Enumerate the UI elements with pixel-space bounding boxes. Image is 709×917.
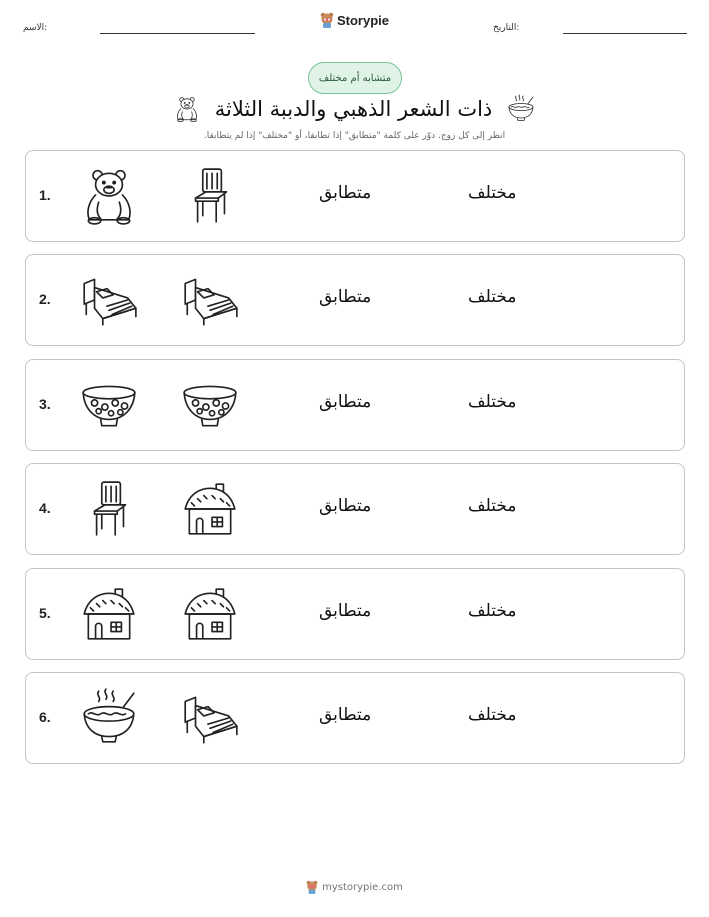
brand-name: Storypie bbox=[336, 12, 389, 28]
row-number: 6. bbox=[39, 708, 51, 725]
bowl-icon bbox=[179, 374, 241, 436]
different-option[interactable]: مختلف bbox=[468, 496, 517, 517]
different-option[interactable]: مختلف bbox=[468, 600, 517, 621]
bed-icon bbox=[78, 269, 140, 331]
storypie-bear-icon bbox=[320, 12, 334, 28]
date-label: التاريخ: bbox=[493, 23, 520, 33]
cottage-icon bbox=[78, 583, 140, 645]
page-header bbox=[0, 12, 709, 42]
bed-icon bbox=[179, 269, 241, 331]
exercise-row bbox=[25, 463, 685, 555]
exercise-row bbox=[25, 254, 685, 346]
row-number: 3. bbox=[39, 395, 51, 412]
footer-url[interactable]: mystorypie.com bbox=[322, 881, 403, 893]
same-option[interactable]: متطابق bbox=[319, 496, 372, 517]
bed-icon bbox=[179, 687, 241, 749]
row-number: 2. bbox=[39, 291, 51, 308]
cottage-icon bbox=[179, 478, 241, 540]
bear-icon bbox=[78, 165, 140, 227]
name-line[interactable] bbox=[100, 33, 255, 34]
same-option[interactable]: متطابق bbox=[319, 600, 372, 621]
different-option[interactable]: مختلف bbox=[468, 287, 517, 308]
date-line[interactable] bbox=[563, 33, 687, 34]
row-number: 1. bbox=[39, 187, 51, 203]
row-number: 4. bbox=[39, 500, 51, 517]
instructions: انظر إلى كل زوج. دوّر على كلمة "متطابق" إذا تطابقا، أو "مختلف" إذا لم يتطابقا. bbox=[203, 131, 506, 141]
exercise-row bbox=[25, 568, 685, 660]
row-number: 5. bbox=[39, 604, 51, 621]
cottage-icon bbox=[179, 583, 241, 645]
same-option[interactable]: متطابق bbox=[319, 183, 372, 203]
exercise-row bbox=[25, 672, 685, 764]
different-option[interactable]: مختلف bbox=[468, 391, 517, 412]
different-option[interactable]: مختلف bbox=[468, 183, 517, 203]
page-title: ذات الشعر الذهبي والدببة الثلاثة bbox=[214, 97, 493, 121]
porridge-bowl-icon bbox=[78, 687, 140, 749]
same-option[interactable]: متطابق bbox=[319, 704, 372, 725]
bear-icon bbox=[173, 94, 201, 124]
brand-logo bbox=[0, 12, 709, 31]
porridge-bowl-icon bbox=[506, 94, 536, 124]
title-row bbox=[0, 92, 709, 126]
name-label: الاسم: bbox=[23, 23, 48, 33]
same-option[interactable]: متطابق bbox=[319, 391, 372, 412]
chair-icon bbox=[78, 478, 140, 540]
exercise-row bbox=[25, 150, 685, 242]
exercise-list bbox=[25, 150, 685, 776]
different-option[interactable]: مختلف bbox=[468, 704, 517, 725]
chair-icon bbox=[179, 165, 241, 227]
same-option[interactable]: متطابق bbox=[319, 287, 372, 308]
storypie-bear-icon bbox=[306, 880, 318, 894]
bowl-icon bbox=[78, 374, 140, 436]
page-footer bbox=[0, 880, 709, 897]
topic-badge: متشابه أم مختلف bbox=[308, 62, 402, 94]
exercise-row bbox=[25, 359, 685, 451]
